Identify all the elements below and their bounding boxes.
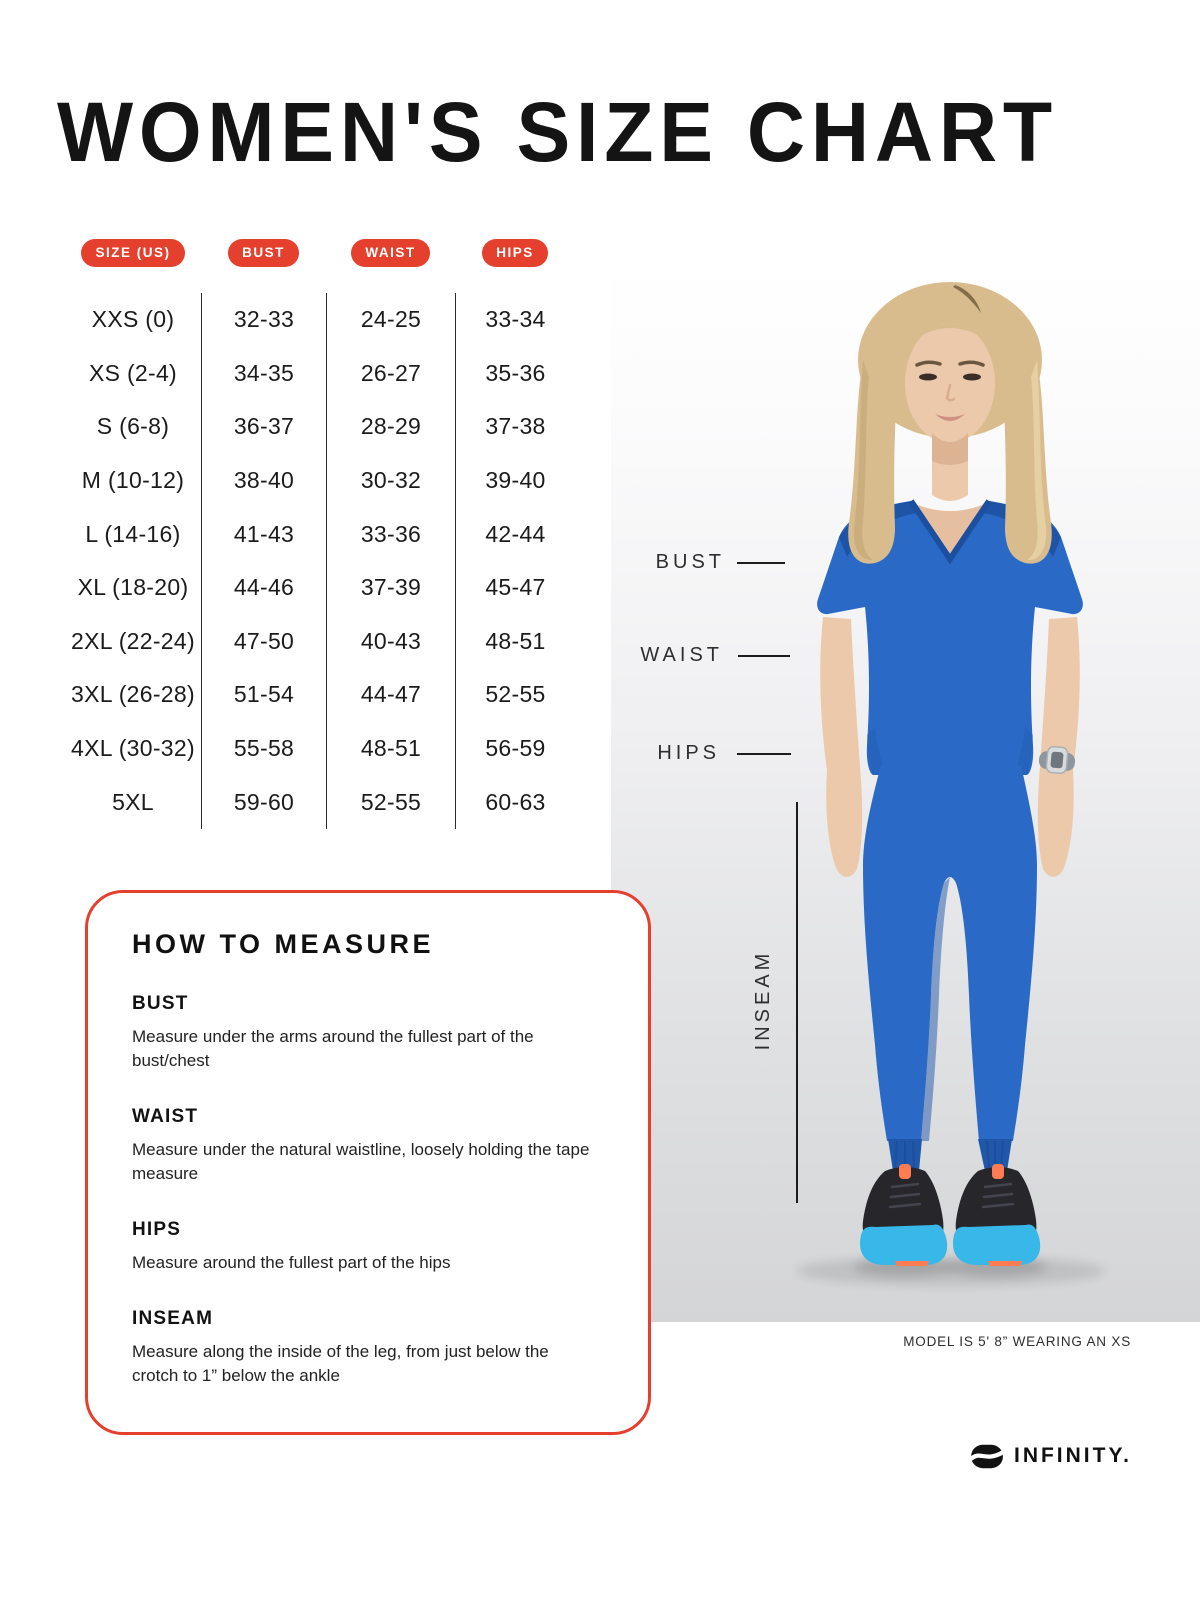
cell-waist: 26-27: [326, 347, 455, 401]
cell-hips: 39-40: [455, 454, 575, 508]
cell-waist: 40-43: [326, 615, 455, 669]
cell-size: 3XL (26-28): [71, 681, 195, 708]
brand-footer: [970, 1441, 1132, 1471]
cell-waist: 52-55: [326, 775, 455, 829]
column-pill-bust: BUST: [228, 239, 299, 267]
measure-item-label: WAIST: [132, 1106, 199, 1127]
figure-inseam-line: [796, 802, 798, 1203]
measure-item: [132, 1106, 608, 1186]
how-to-measure-list: [132, 993, 608, 1388]
cell-size: M (10-12): [81, 467, 185, 494]
table-row: [65, 454, 575, 508]
cell-size: 2XL (22-24): [71, 627, 195, 654]
how-to-measure-title: HOW TO MEASURE: [132, 929, 435, 959]
how-to-measure-box: [85, 890, 651, 1435]
cell-hips: 37-38: [455, 400, 575, 454]
column-pill-size: SIZE (US): [81, 239, 184, 267]
figure-hips-label: HIPS: [657, 742, 720, 764]
figure-bust-label: BUST: [655, 551, 725, 573]
size-table: [65, 293, 575, 829]
model-photo-panel: [611, 265, 1200, 1322]
cell-bust: 55-58: [201, 722, 326, 776]
model-photo: [611, 265, 1200, 1322]
table-header-row: [65, 239, 575, 267]
cell-hips: 48-51: [455, 615, 575, 669]
table-row: [65, 561, 575, 615]
table-row: [65, 507, 575, 561]
column-pill-waist: WAIST: [351, 239, 429, 267]
page-title: WOMEN'S SIZE CHART: [57, 85, 1058, 179]
model-caption: MODEL IS 5' 8” WEARING AN XS: [903, 1334, 1131, 1349]
table-row: [65, 293, 575, 347]
cell-bust: 51-54: [201, 668, 326, 722]
column-pill-hips: HIPS: [482, 239, 548, 267]
table-row: [65, 347, 575, 401]
measure-item-label: HIPS: [132, 1219, 182, 1240]
figure-waist-label: WAIST: [640, 644, 723, 666]
cell-waist: 24-25: [326, 293, 455, 347]
cell-size: 5XL: [112, 788, 154, 815]
measure-item: [132, 1308, 608, 1388]
table-row: [65, 615, 575, 669]
cell-size: 4XL (30-32): [71, 735, 195, 762]
cell-waist: 28-29: [326, 400, 455, 454]
measure-item-text: Measure under the arms around the fullest part of the bust/chest: [132, 1027, 534, 1070]
figure-inseam-label: INSEAM: [752, 949, 774, 1051]
figure-waist-line: [738, 655, 790, 657]
cell-size: S (6-8): [96, 413, 170, 440]
cell-waist: 30-32: [326, 454, 455, 508]
cell-waist: 33-36: [326, 507, 455, 561]
cell-hips: 35-36: [455, 347, 575, 401]
cell-size: XL (18-20): [77, 574, 189, 601]
cell-bust: 34-35: [201, 347, 326, 401]
measure-item-label: BUST: [132, 993, 189, 1014]
cell-hips: 60-63: [455, 775, 575, 829]
table-row: [65, 668, 575, 722]
table-row: [65, 722, 575, 776]
measure-item-text: Measure under the natural waistline, loosely holding the tape measure: [132, 1140, 590, 1183]
measure-item-label: INSEAM: [132, 1308, 214, 1329]
cell-bust: 32-33: [201, 293, 326, 347]
cell-hips: 42-44: [455, 507, 575, 561]
cell-size: L (14-16): [85, 520, 181, 547]
infinity-logo-icon: [970, 1441, 1004, 1471]
measure-item-text: Measure along the inside of the leg, from just below the crotch to 1” below the ankle: [132, 1342, 549, 1385]
measure-item-text: Measure around the fullest part of the hips: [132, 1253, 451, 1272]
measure-item: [132, 1219, 608, 1275]
table-row: [65, 775, 575, 829]
table-row: [65, 400, 575, 454]
measure-item: [132, 993, 608, 1073]
cell-bust: 47-50: [201, 615, 326, 669]
figure-bust-line: [737, 562, 785, 564]
cell-hips: 33-34: [455, 293, 575, 347]
brand-name: INFINITY.: [1013, 1444, 1132, 1467]
cell-hips: 52-55: [455, 668, 575, 722]
cell-waist: 44-47: [326, 668, 455, 722]
cell-waist: 48-51: [326, 722, 455, 776]
cell-bust: 36-37: [201, 400, 326, 454]
cell-waist: 37-39: [326, 561, 455, 615]
cell-bust: 59-60: [201, 775, 326, 829]
cell-bust: 44-46: [201, 561, 326, 615]
cell-size: XS (2-4): [88, 359, 178, 386]
cell-bust: 38-40: [201, 454, 326, 508]
cell-bust: 41-43: [201, 507, 326, 561]
cell-hips: 45-47: [455, 561, 575, 615]
cell-hips: 56-59: [455, 722, 575, 776]
cell-size: XXS (0): [91, 306, 175, 333]
figure-hips-line: [737, 753, 791, 755]
